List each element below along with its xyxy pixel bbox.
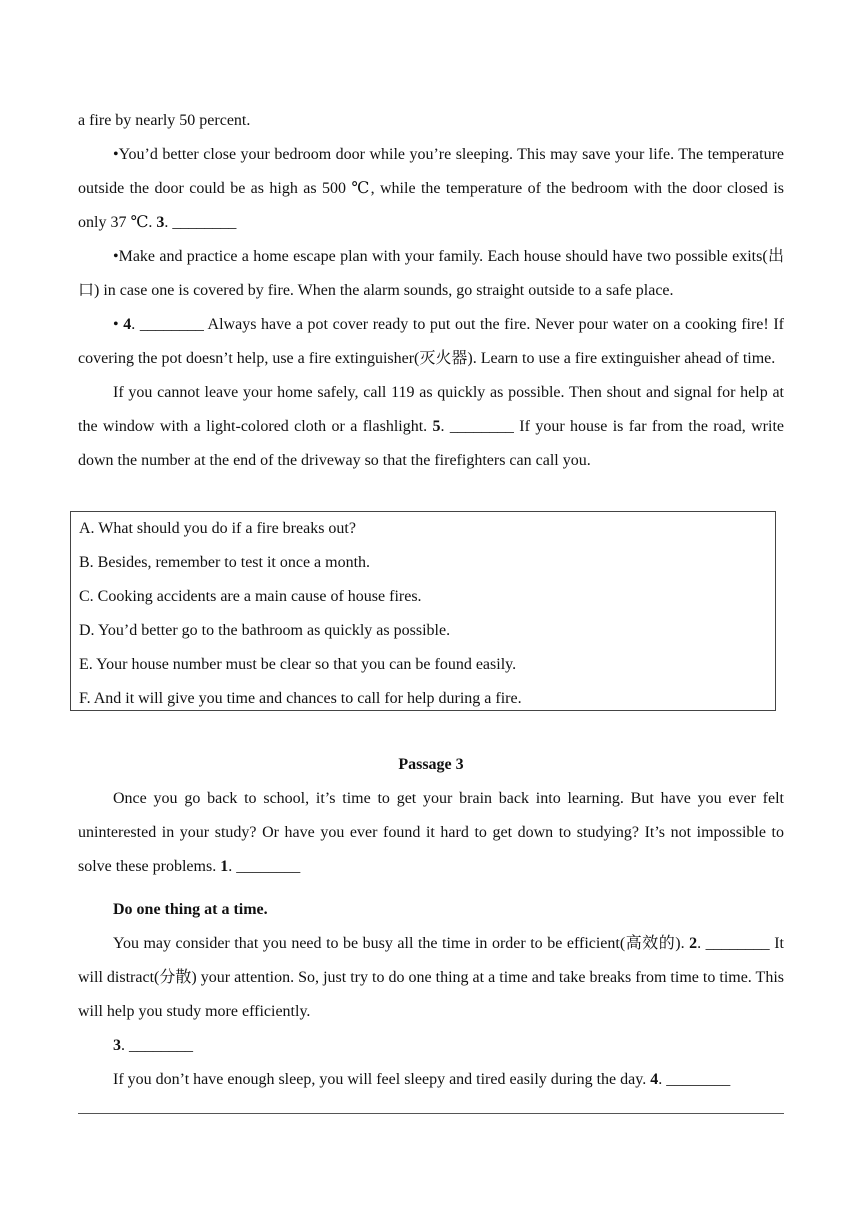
answer-blank-3: . ________	[121, 1037, 193, 1054]
option-e: E. Your house number must be clear so that you can be found easily.	[79, 656, 517, 673]
paragraph-text: . ________ Always have a pot cover ready to put out the fire. Never pour water on a cooking fire! If covering the pot doesn’t help, use a fire extinguisher(灭火器). Learn to use a fire extinguisher ahead of time.	[78, 316, 784, 367]
paragraph-one-thing	[78, 927, 784, 1029]
paragraph-text: If you cannot leave your home safely, call 119 as quickly as possible. Then shout and signal for help at the window with a light-colored cloth or a flashlight.	[78, 384, 784, 435]
passage-3-title: Passage 3	[398, 756, 464, 773]
option-c: C. Cooking accidents are a main cause of house fires.	[79, 588, 422, 605]
bullet: •	[113, 316, 124, 333]
question-number-3: 3	[156, 214, 165, 231]
answer-options-box	[70, 511, 776, 711]
paragraph-text: . ________ If your house is far from the road, write down the number at the end of the driveway so that the firefighters can call you.	[78, 418, 784, 469]
question-number-3: 3	[113, 1037, 121, 1054]
paragraph-text: You may consider that you need to be busy all the time in order to be efficient(高效的).	[113, 935, 690, 952]
paragraph-text: •You’d better close your bedroom door while you’re sleeping. This may save your life. The temperature outside the door could be as high as 500 ℃, while the temperature of the bedroom with the door closed is only 37 ℃.	[78, 146, 784, 231]
section-heading: Do one thing at a time.	[113, 901, 268, 918]
paragraph-escape-plan: •Make and practice a home escape plan with your family. Each house should have two possible exits(出口) in case one is covered by fire. When the alarm sounds, go straight outside to a safe place.	[78, 248, 784, 299]
paragraph-sleep	[78, 1063, 784, 1097]
paragraph-pot-cover	[78, 308, 784, 376]
option-b: B. Besides, remember to test it once a month.	[79, 554, 371, 571]
passage-2-body	[78, 104, 784, 478]
footer-divider	[78, 1113, 784, 1114]
answer-blank-1: . ________	[228, 858, 301, 875]
paragraph-text: If you don’t have enough sleep, you will feel sleepy and tired easily during the day.	[113, 1071, 651, 1088]
paragraph-text: . ________ It will distract(分散) your attention. So, just try to do one thing at a time and take breaks from time to time. This will help you study more efficiently.	[78, 935, 784, 1020]
paragraph-intro	[78, 782, 784, 884]
answer-blank-3: . ________	[164, 214, 237, 231]
option-a: A. What should you do if a fire breaks out?	[79, 520, 356, 537]
answer-blank-4: . ________	[658, 1071, 731, 1088]
option-f: F. And it will give you time and chances to call for help during a fire.	[79, 690, 522, 707]
question-number-2: 2	[689, 935, 698, 952]
passage-3-body	[78, 782, 784, 1097]
option-d: D. You’d better go to the bathroom as quickly as possible.	[79, 622, 451, 639]
question-3-line	[78, 1029, 784, 1063]
paragraph-continuation: a fire by nearly 50 percent.	[78, 112, 251, 129]
question-number-4: 4	[123, 316, 132, 333]
paragraph-text: Once you go back to school, it’s time to get your brain back into learning. But have you ever felt uninterested in your study? Or have you ever found it hard to get down to studying? It’s not impossible to solve these problems.	[78, 790, 784, 875]
question-number-5: 5	[432, 418, 441, 435]
question-number-4: 4	[650, 1071, 659, 1088]
question-number-1: 1	[220, 858, 229, 875]
paragraph-call-119	[78, 376, 784, 478]
paragraph-bedroom-door	[78, 138, 784, 240]
